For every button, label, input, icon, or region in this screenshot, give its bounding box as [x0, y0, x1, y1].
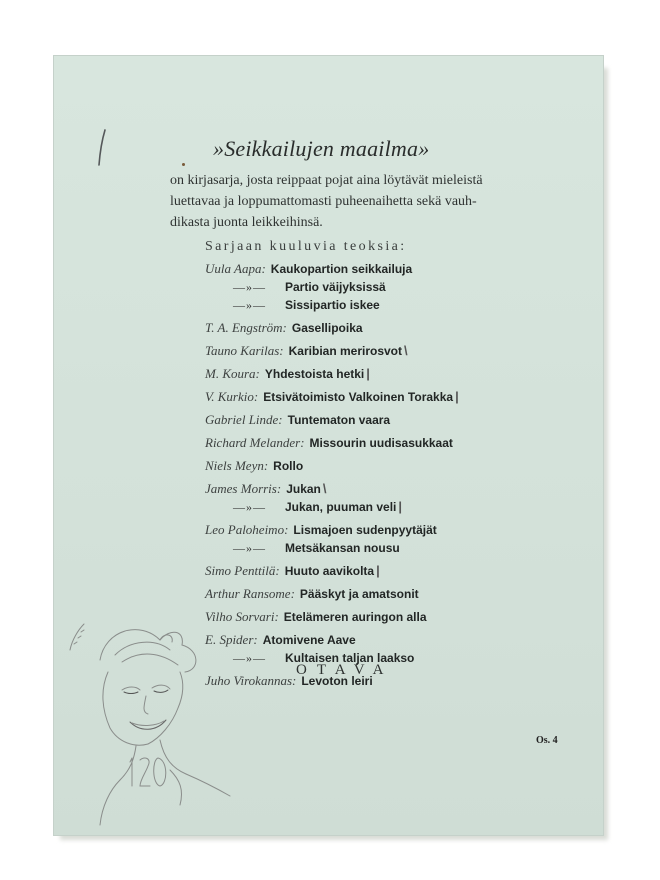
- book-entry: [205, 498, 585, 516]
- book-title: Pääskyt ja amatsonit: [299, 587, 419, 601]
- book-title: Partio väijyksissä: [285, 280, 386, 294]
- book-title: Kaukopartion seikkailuja: [270, 262, 413, 276]
- series-heading: Sarjaan kuuluvia teoksia:: [205, 239, 407, 254]
- book-entry: [205, 608, 585, 626]
- book-entry: [205, 411, 585, 429]
- author-name: M. Koura:: [205, 366, 260, 381]
- author-name: James Morris:: [205, 481, 282, 496]
- pencil-tick-icon: |: [376, 563, 380, 578]
- author-name: Gabriel Linde:: [205, 412, 283, 427]
- ditto-mark: —»—: [233, 651, 266, 665]
- book-title: Gasellipoika: [291, 321, 363, 335]
- publisher-name: OTAVA: [296, 662, 394, 678]
- book-entry: [205, 521, 585, 539]
- book-entry: [205, 649, 585, 667]
- book-entry: [205, 260, 585, 278]
- book-title: Tuntematon vaara: [287, 413, 391, 427]
- author-name: Uula Aapa:: [205, 261, 266, 276]
- author-name: T. A. Engström:: [205, 320, 287, 335]
- book-title: Rollo: [273, 459, 304, 473]
- book-title: Jukan, puuman veli: [285, 500, 397, 514]
- intro-line: dikasta juonta leikkeihinsä.: [170, 215, 323, 230]
- author-name: Tauno Karilas:: [205, 343, 284, 358]
- book-entry: [205, 319, 585, 337]
- book-entry: [205, 342, 585, 360]
- pencil-margin-mark-icon: [96, 128, 108, 168]
- book-entry: [205, 457, 585, 475]
- author-name: V. Kurkio:: [205, 389, 259, 404]
- price-code: Os. 4: [536, 735, 558, 746]
- intro-paragraph: [170, 170, 510, 233]
- pencil-tick-icon: |: [455, 389, 459, 404]
- ditto-mark: —»—: [233, 541, 266, 555]
- ink-dot: [182, 163, 185, 166]
- author-name: Simo Penttilä:: [205, 563, 280, 578]
- book-title: Etelämeren auringon alla: [283, 610, 427, 624]
- ditto-mark: —»—: [233, 280, 266, 294]
- author-name: E. Spider:: [205, 632, 258, 647]
- intro-line: on kirjasarja, josta reippaat pojat aina löytävät mieleistä: [170, 173, 483, 188]
- book-entry: [205, 278, 585, 296]
- book-list: [205, 260, 585, 690]
- pencil-tick-icon: |: [366, 366, 370, 381]
- author-name: Vilho Sorvari:: [205, 609, 279, 624]
- book-title: Metsäkansan nousu: [285, 541, 400, 555]
- ditto-mark: —»—: [233, 500, 266, 514]
- ditto-mark: —»—: [233, 298, 266, 312]
- book-title: Jukan: [286, 482, 321, 496]
- book-entry: [205, 585, 585, 603]
- author-name: Niels Meyn:: [205, 458, 269, 473]
- book-entry: [205, 296, 585, 314]
- author-name: Leo Paloheimo:: [205, 522, 289, 537]
- book-title: Yhdestoista hetki: [264, 367, 365, 381]
- pencil-tick-icon: |: [398, 499, 403, 514]
- book-entry: [205, 388, 585, 406]
- book-title: Lismajoen sudenpyytäjät: [293, 523, 437, 537]
- book-title: Sissipartio iskee: [285, 298, 380, 312]
- pencil-tick-icon: \: [322, 481, 327, 496]
- book-entry: [205, 365, 585, 383]
- book-entry: [205, 562, 585, 580]
- book-title: Missourin uudisasukkaat: [309, 436, 453, 450]
- book-entry: [205, 672, 585, 690]
- book-title: Atomivene Aave: [262, 633, 356, 647]
- book-entry: [205, 631, 585, 649]
- book-title: Levoton leiri: [301, 674, 373, 688]
- intro-line: luettavaa ja loppumattomasti puheenaihetta sekä vauh-: [170, 194, 477, 209]
- book-title: Etsivätoimisto Valkoinen Torakka: [263, 390, 454, 404]
- pencil-sketch-portrait-icon: [60, 610, 260, 840]
- book-entry: [205, 480, 585, 498]
- pencil-tick-icon: \: [404, 343, 408, 358]
- series-title: »Seikkailujen maailma»: [213, 136, 430, 161]
- book-entry: [205, 539, 585, 557]
- book-title: Kultaisen taljan laakso: [285, 651, 415, 665]
- book-title: Huuto aavikolta: [284, 564, 375, 578]
- author-name: Arthur Ransome:: [205, 586, 295, 601]
- author-name: Richard Melander:: [205, 435, 305, 450]
- book-entry: [205, 434, 585, 452]
- author-name: Juho Virokannas:: [205, 673, 297, 688]
- book-title: Karibian merirosvot: [288, 344, 403, 358]
